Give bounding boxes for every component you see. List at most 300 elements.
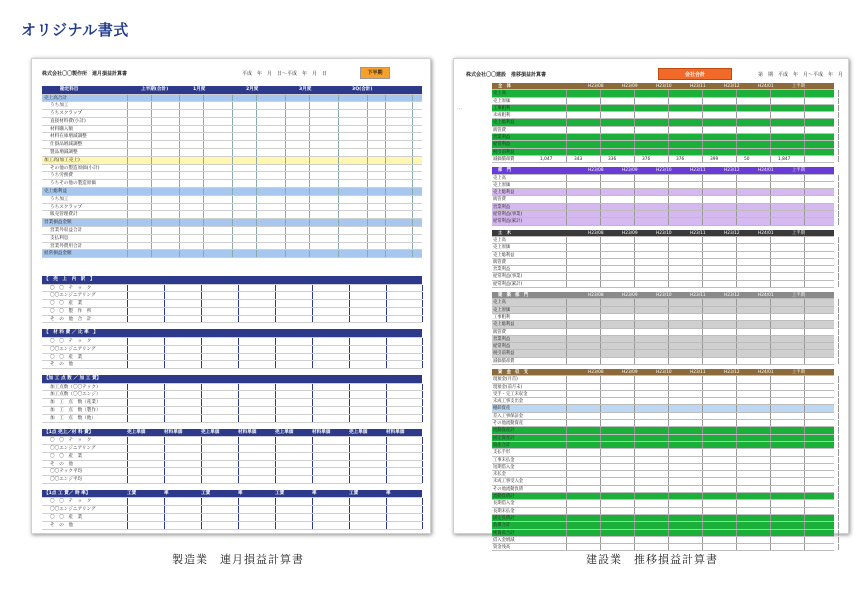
grid-line — [634, 90, 635, 96]
grid-line — [566, 105, 567, 111]
grid-line — [634, 449, 635, 455]
grid-line — [702, 189, 703, 195]
grid-line — [385, 118, 386, 125]
right-section-header — [492, 369, 834, 376]
grid-line — [770, 471, 771, 477]
right-row-label: 売上高 — [493, 175, 506, 181]
grid-line — [804, 442, 805, 448]
grid-line — [770, 182, 771, 188]
left-table-row — [42, 118, 422, 126]
grid-line — [770, 156, 771, 162]
grid-line — [412, 172, 413, 179]
grid-line — [127, 243, 128, 250]
grid-line — [736, 391, 737, 397]
grid-line — [770, 314, 771, 320]
grid-line — [702, 398, 703, 404]
right-month-header — [536, 167, 834, 173]
left-row-label: 製品増減調整 — [50, 150, 78, 156]
grid-line — [367, 196, 368, 203]
grid-line — [338, 118, 339, 125]
grid-line — [412, 95, 413, 102]
grid-line — [804, 112, 805, 118]
grid-line — [256, 95, 257, 102]
grid-line — [600, 281, 601, 287]
left-block-col: 売上単価 — [275, 429, 294, 435]
grid-line — [600, 266, 601, 272]
grid-line — [256, 118, 257, 125]
right-row-label: 売上原価 — [493, 307, 511, 313]
grid-line — [804, 141, 805, 147]
grid-line — [566, 98, 567, 104]
grid-line — [770, 307, 771, 313]
right-row-label: 経常利益(累計) — [493, 281, 523, 287]
grid-line — [285, 95, 286, 102]
grid-line — [385, 211, 386, 218]
grid-line — [312, 498, 313, 505]
left-table-row — [42, 188, 422, 196]
grid-line — [566, 530, 567, 536]
grid-line — [285, 102, 286, 109]
right-month-label: H24/01 — [758, 168, 774, 174]
grid-line — [770, 329, 771, 335]
left-row-cells — [127, 227, 422, 234]
grid-line — [804, 252, 805, 258]
right-table-row — [492, 464, 834, 471]
grid-line — [386, 522, 387, 529]
grid-line — [566, 112, 567, 118]
grid-line — [634, 544, 635, 550]
grid-line — [600, 189, 601, 195]
grid-line — [838, 449, 839, 455]
grid-line — [702, 273, 703, 279]
left-block-row — [42, 498, 422, 506]
grid-line — [600, 350, 601, 356]
grid-line — [312, 338, 313, 345]
grid-line — [367, 126, 368, 133]
grid-line — [238, 468, 239, 475]
grid-line — [338, 95, 339, 102]
right-row-label: 売上原価 — [493, 245, 511, 251]
grid-line — [838, 273, 839, 279]
grid-line — [668, 449, 669, 455]
left-row-cells — [127, 95, 422, 102]
grid-line — [736, 544, 737, 550]
grid-line — [668, 112, 669, 118]
grid-line — [275, 506, 276, 513]
grid-line — [385, 219, 386, 226]
left-block-row — [42, 476, 422, 484]
grid-line — [668, 252, 669, 258]
grid-line — [838, 464, 839, 470]
grid-line — [238, 391, 239, 398]
grid-line — [203, 204, 204, 211]
grid-line — [566, 336, 567, 342]
grid-line — [312, 514, 313, 521]
grid-line — [312, 407, 313, 414]
grid-line — [349, 292, 350, 299]
grid-line — [309, 196, 310, 203]
grid-line — [566, 281, 567, 287]
grid-line — [804, 427, 805, 433]
right-month-header — [536, 369, 834, 375]
grid-line — [127, 219, 128, 226]
grid-line — [385, 141, 386, 148]
right-month-label: 上半期 — [792, 84, 805, 89]
grid-line — [634, 189, 635, 195]
grid-line — [385, 165, 386, 172]
grid-line — [127, 227, 128, 234]
grid-line — [201, 399, 202, 406]
grid-line — [232, 188, 233, 195]
left-block-col: 率 — [238, 490, 243, 496]
grid-line — [256, 157, 257, 164]
grid-line — [600, 299, 601, 305]
grid-line — [702, 321, 703, 327]
left-row-label: 営業損益金額 — [44, 220, 72, 226]
grid-line — [770, 522, 771, 528]
grid-line — [367, 188, 368, 195]
grid-line — [838, 398, 839, 404]
grid-line — [838, 237, 839, 243]
right-row-cells — [536, 307, 834, 313]
grid-line — [422, 361, 423, 368]
grid-line — [285, 235, 286, 242]
grid-line — [127, 498, 128, 505]
right-cell-value: 1,847 — [778, 156, 791, 162]
grid-line — [386, 285, 387, 292]
grid-line — [164, 361, 165, 368]
grid-line — [702, 211, 703, 217]
grid-line — [634, 149, 635, 155]
grid-line — [386, 316, 387, 323]
grid-line — [275, 498, 276, 505]
grid-line — [736, 500, 737, 506]
grid-line — [770, 515, 771, 521]
grid-line — [566, 413, 567, 419]
grid-line — [702, 449, 703, 455]
grid-line — [702, 336, 703, 342]
grid-line — [634, 384, 635, 390]
left-block-cells — [127, 415, 422, 422]
grid-line — [770, 343, 771, 349]
grid-line — [367, 133, 368, 140]
grid-line — [312, 285, 313, 292]
grid-line — [256, 102, 257, 109]
grid-line — [668, 127, 669, 133]
grid-line — [634, 350, 635, 356]
grid-line — [566, 237, 567, 243]
grid-line — [804, 350, 805, 356]
grid-line — [412, 149, 413, 156]
grid-line — [179, 118, 180, 125]
grid-line — [201, 453, 202, 460]
grid-line — [201, 361, 202, 368]
left-block-col: 工賃 — [201, 490, 211, 496]
left-block-cells — [127, 514, 422, 521]
grid-line — [422, 506, 423, 513]
grid-line — [151, 204, 152, 211]
grid-line — [385, 126, 386, 133]
construction-transition-pl-sheet — [453, 58, 849, 551]
right-row-cells — [536, 398, 834, 404]
grid-line — [309, 95, 310, 102]
grid-line — [736, 204, 737, 210]
grid-line — [151, 196, 152, 203]
grid-line — [770, 266, 771, 272]
grid-line — [838, 537, 839, 543]
grid-line — [600, 537, 601, 543]
right-row-cells — [536, 427, 834, 433]
right-sheet-header — [466, 71, 842, 83]
grid-line — [838, 307, 839, 313]
grid-line — [256, 188, 257, 195]
grid-line — [338, 133, 339, 140]
right-row-cells — [536, 522, 834, 528]
grid-line — [164, 346, 165, 353]
grid-line — [600, 405, 601, 411]
grid-line — [770, 544, 771, 550]
grid-line — [349, 445, 350, 452]
left-block-cells — [127, 300, 422, 307]
grid-line — [702, 299, 703, 305]
grid-line — [312, 445, 313, 452]
left-block-row-label: 〇〇エンジニアリング — [50, 507, 96, 513]
right-row-cells — [536, 405, 834, 411]
left-block-title: 【加 工 点 数 ／ 加 工 賃】 — [44, 376, 102, 382]
grid-line — [838, 478, 839, 484]
caption-construction: 建設業 推移損益計算書 — [586, 553, 718, 566]
left-table-row — [42, 157, 422, 165]
grid-line — [804, 119, 805, 125]
grid-line — [668, 391, 669, 397]
left-block-cells — [127, 437, 422, 444]
grid-line — [634, 98, 635, 104]
grid-line — [668, 358, 669, 364]
grid-line — [201, 300, 202, 307]
grid-line — [312, 399, 313, 406]
right-row-label: 工事粗利 — [493, 105, 511, 111]
grid-line — [668, 537, 669, 543]
left-block-row-label: 〇〇エンジニアリング — [50, 346, 96, 352]
grid-line — [179, 250, 180, 257]
grid-line — [201, 354, 202, 361]
grid-line — [566, 189, 567, 195]
grid-line — [634, 259, 635, 265]
left-block-title: 【 材 料 費 ／ 比 率 】 — [44, 330, 98, 336]
grid-line — [349, 285, 350, 292]
grid-line — [770, 134, 771, 140]
right-month-label: H23/08 — [588, 84, 604, 89]
grid-line — [127, 346, 128, 353]
right-table-row — [492, 329, 834, 336]
grid-line — [838, 457, 839, 463]
grid-line — [151, 188, 152, 195]
grid-line — [702, 413, 703, 419]
grid-line — [256, 165, 257, 172]
grid-line — [422, 308, 423, 315]
grid-line — [736, 427, 737, 433]
grid-line — [309, 110, 310, 117]
right-table-row — [492, 112, 834, 119]
grid-line — [600, 98, 601, 104]
grid-line — [151, 172, 152, 179]
left-table-row — [42, 165, 422, 173]
grid-line — [566, 508, 567, 514]
grid-line — [164, 468, 165, 475]
grid-line — [804, 405, 805, 411]
grid-line — [770, 105, 771, 111]
grid-line — [386, 308, 387, 315]
grid-line — [600, 464, 601, 470]
grid-line — [838, 343, 839, 349]
left-block-row-label: 〇 〇 製 作 所 — [50, 308, 92, 314]
grid-line — [151, 219, 152, 226]
grid-line — [770, 237, 771, 243]
grid-line — [804, 149, 805, 155]
grid-line — [634, 196, 635, 202]
grid-line — [634, 486, 635, 492]
grid-line — [179, 180, 180, 187]
grid-line — [232, 204, 233, 211]
grid-line — [238, 399, 239, 406]
left-block-row — [42, 437, 422, 445]
grid-line — [238, 453, 239, 460]
grid-line — [256, 149, 257, 156]
grid-line — [256, 180, 257, 187]
grid-line — [736, 218, 737, 224]
grid-line — [634, 398, 635, 404]
left-row-cells — [127, 235, 422, 242]
grid-line — [386, 453, 387, 460]
grid-line — [770, 398, 771, 404]
grid-line — [349, 468, 350, 475]
right-cell-value: 376 — [642, 156, 651, 162]
right-section-title: 建 築 部 門 — [498, 293, 529, 299]
grid-line — [702, 259, 703, 265]
right-month-label: H23/08 — [588, 168, 604, 174]
grid-line — [566, 149, 567, 155]
grid-line — [600, 252, 601, 258]
grid-line — [804, 259, 805, 265]
grid-line — [386, 468, 387, 475]
grid-line — [804, 500, 805, 506]
left-row-cells — [127, 165, 422, 172]
grid-line — [275, 361, 276, 368]
left-table-row — [42, 204, 422, 212]
left-block-row-label: 〇 〇 テ ッ ク — [50, 285, 92, 291]
grid-line — [285, 243, 286, 250]
grid-line — [285, 110, 286, 117]
grid-line — [338, 180, 339, 187]
right-table-row — [492, 391, 834, 398]
grid-line — [668, 464, 669, 470]
grid-line — [804, 244, 805, 250]
grid-line — [804, 336, 805, 342]
grid-line — [736, 530, 737, 536]
grid-line — [600, 398, 601, 404]
grid-line — [736, 211, 737, 217]
grid-line — [312, 391, 313, 398]
grid-line — [312, 437, 313, 444]
grid-line — [367, 180, 368, 187]
right-period: 第 期 平成 年 月～平成 年 月 — [758, 72, 844, 78]
grid-line — [349, 361, 350, 368]
left-block-row-label: 加 工 点 数（製作） — [50, 408, 101, 414]
grid-line — [600, 500, 601, 506]
left-block-cells — [127, 338, 422, 345]
grid-line — [770, 449, 771, 455]
right-table-row — [492, 435, 834, 442]
grid-line — [127, 514, 128, 521]
grid-line — [338, 157, 339, 164]
grid-line — [770, 376, 771, 382]
grid-line — [566, 329, 567, 335]
grid-line — [179, 188, 180, 195]
grid-line — [838, 266, 839, 272]
grid-line — [668, 281, 669, 287]
grid-line — [422, 498, 423, 505]
grid-line — [127, 188, 128, 195]
grid-line — [127, 126, 128, 133]
grid-line — [736, 307, 737, 313]
grid-line — [232, 102, 233, 109]
right-row-label: 売上総利益 — [493, 120, 515, 126]
grid-line — [804, 457, 805, 463]
grid-line — [201, 476, 202, 483]
grid-line — [127, 461, 128, 468]
grid-line — [232, 141, 233, 148]
grid-line — [203, 250, 204, 257]
right-row-cells — [536, 134, 834, 140]
grid-line — [770, 413, 771, 419]
grid-line — [566, 134, 567, 140]
grid-line — [367, 243, 368, 250]
grid-line — [668, 336, 669, 342]
grid-line — [804, 464, 805, 470]
grid-line — [367, 211, 368, 218]
grid-line — [600, 90, 601, 96]
grid-line — [385, 243, 386, 250]
grid-line — [151, 133, 152, 140]
grid-line — [804, 329, 805, 335]
right-month-label: H23/09 — [622, 168, 638, 174]
grid-line — [702, 391, 703, 397]
grid-line — [232, 196, 233, 203]
grid-line — [634, 218, 635, 224]
grid-line — [164, 292, 165, 299]
grid-line — [804, 522, 805, 528]
left-row-label: うち加工 — [50, 196, 69, 202]
grid-line — [804, 211, 805, 217]
grid-line — [770, 127, 771, 133]
grid-line — [385, 110, 386, 117]
left-row-label: 経常損益金額 — [44, 251, 72, 257]
grid-line — [238, 346, 239, 353]
grid-line — [179, 243, 180, 250]
grid-line — [634, 105, 635, 111]
grid-line — [600, 493, 601, 499]
grid-line — [338, 188, 339, 195]
right-row-cells — [536, 486, 834, 492]
grid-line — [349, 346, 350, 353]
right-section-header — [492, 230, 834, 237]
right-row-cells — [536, 149, 834, 155]
right-row-label: 営業利益 — [493, 336, 511, 342]
grid-line — [804, 508, 805, 514]
right-row-label: 営業利益 — [493, 267, 511, 273]
right-cell-value: 50 — [744, 156, 750, 162]
grid-line — [285, 141, 286, 148]
